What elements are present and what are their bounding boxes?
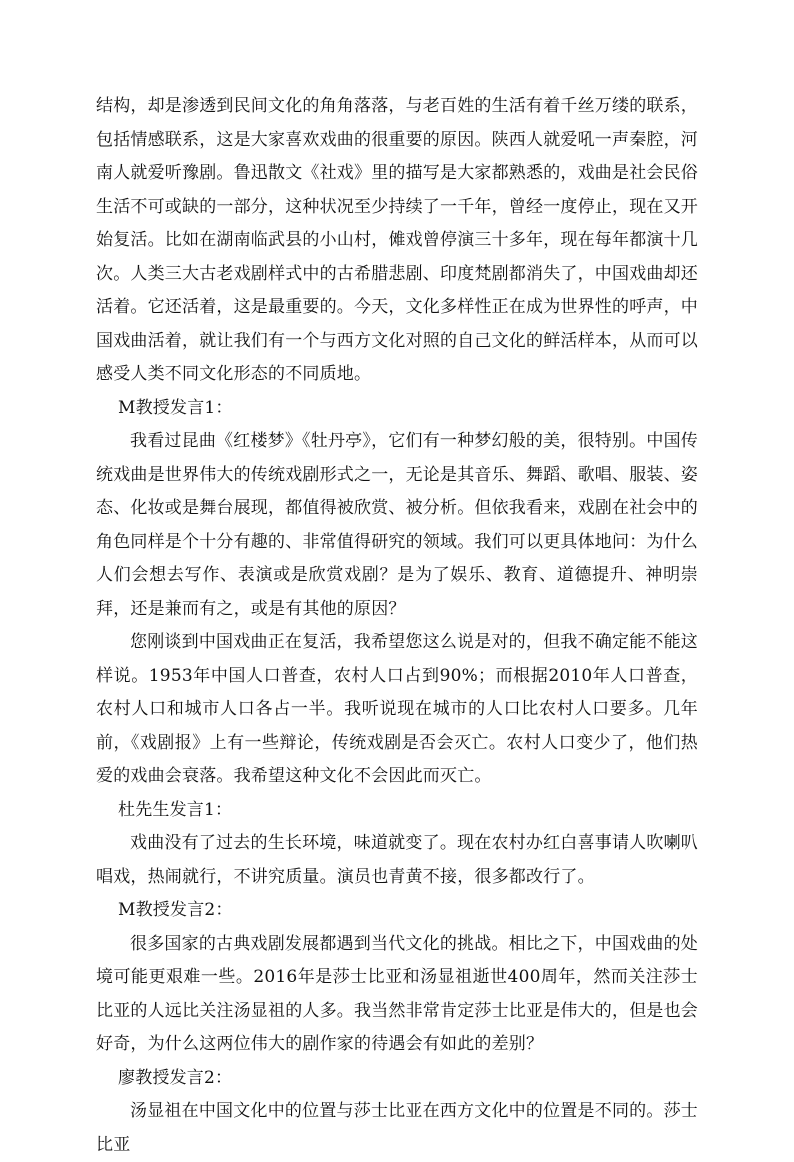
paragraph-m-professor-1a: 我看过昆曲《红楼梦》《牡丹亭》，它们有一种梦幻般的美，很特别。中国传统戏曲是世界伟大的传统戏剧形式之一，无论是其音乐、舞蹈、歌唱、服装、姿态、化妆或是舞台展现，都值得被欣赏、被分析。但依我看来，戏剧在社会中的角色同样是个十分有趣的、非常值得研究的领域。我们可以更具体地问：为什么人们会想去写作、表演或是欣赏戏剧？是为了娱乐、教育、道德提升、神明崇拜，还是兼而有之，或是有其他的原因？ <box>96 431 698 619</box>
speaker-heading-du-1: 杜先生发言1： <box>118 799 233 820</box>
paragraph-du-1: 戏曲没有了过去的生长环境，味道就变了。现在农村办红白喜事请人吹喇叭唱戏，热闹就行，不讲究质量。演员也青黄不接，很多都改行了。 <box>96 833 698 887</box>
speaker-heading-liao-2: 廖教授发言2： <box>118 1067 233 1088</box>
paragraph-m-professor-1b: 您刚谈到中国戏曲正在复活，我希望您这么说是对的，但我不确定能不能这样说。1953年中国人口普查，农村人口占到90%；而根据2010年人口普查，农村人口和城市人口各占一半。我听说现在城市的人口比农村人口要多。几年前，《戏剧报》上有一些辩论，传统戏剧是否会灭亡。农村人口变少了，他们热爱的戏曲会衰落。我希望这种文化不会因此而灭亡。 <box>96 632 698 786</box>
document-body <box>96 90 698 1162</box>
paragraph-m-professor-2: 很多国家的古典戏剧发展都遇到当代文化的挑战。相比之下，中国戏曲的处境可能更艰难一些。2016年是莎士比亚和汤显祖逝世400周年，然而关注莎士比亚的人远比关注汤显祖的人多。我当然非常肯定莎士比亚是伟大的，但是也会好奇，为什么这两位伟大的剧作家的待遇会有如此的差别？ <box>96 933 698 1054</box>
paragraph-liao-2: 汤显祖在中国文化中的位置与莎士比亚在西方文化中的位置是不同的。莎士比亚 <box>96 1101 698 1155</box>
speaker-heading-m-professor-1: M教授发言1： <box>118 397 233 418</box>
speaker-heading-m-professor-2: M教授发言2： <box>118 900 233 920</box>
paragraph-opening: 结构，却是渗透到民间文化的角角落落，与老百姓的生活有着千丝万缕的联系，包括情感联系，这是大家喜欢戏曲的很重要的原因。陕西人就爱吼一声秦腔，河南人就爱听豫剧。鲁迅散文《社戏》里的描写是大家都熟悉的，戏曲是社会民俗生活不可或缺的一部分，这种状况至少持续了一千年，曾经一度停止，现在又开始复活。比如在湖南临武县的小山村，傩戏曾停演三十多年，现在每年都演十几次。人类三大古老戏剧样式中的古希腊悲剧、印度梵剧都消失了，中国戏曲却还活着。它还活着，这是最重要的。今天，文化多样性正在成为世界性的呼声，中国戏曲活着，就让我们有一个与西方文化对照的自己文化的鲜活样本，从而可以感受人类不同文化形态的不同质地。 <box>96 96 698 384</box>
